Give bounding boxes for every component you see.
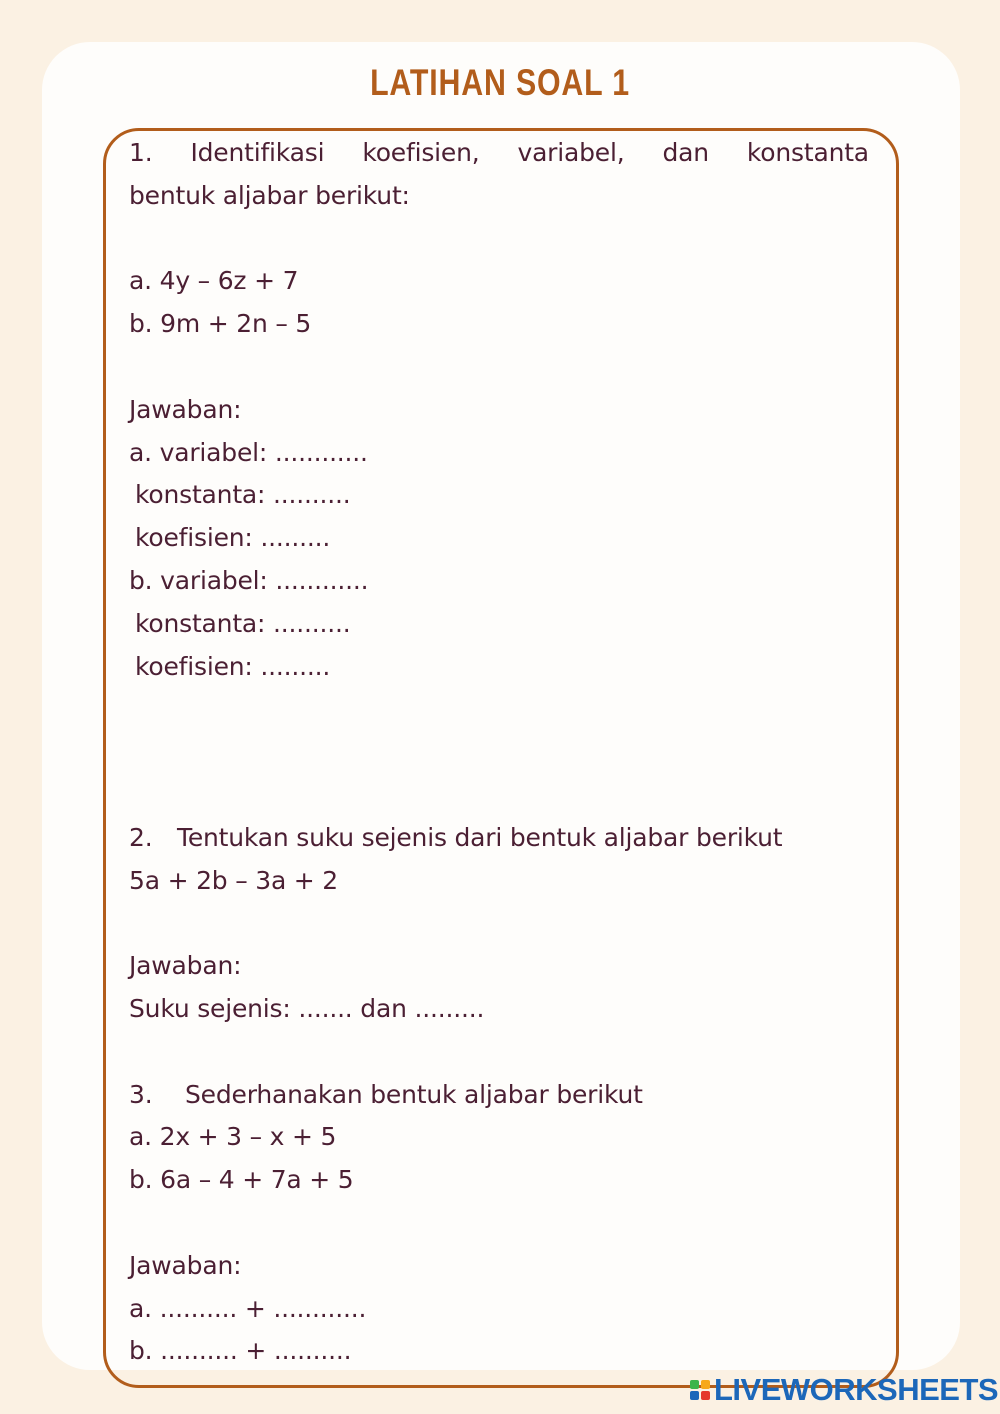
q1-a-variabel-blank[interactable]: a. variabel: ............ bbox=[129, 437, 368, 467]
q1-a-konstanta-blank[interactable]: konstanta: .......... bbox=[135, 480, 351, 510]
q1-word: 1. bbox=[129, 138, 153, 167]
q1-word: dan bbox=[662, 138, 709, 167]
q3-item-b: b. 6a – 4 + 7a + 5 bbox=[129, 1165, 354, 1195]
q1-word: koefisien, bbox=[362, 138, 480, 167]
q2-text: Tentukan suku sejenis dari bentuk aljabar berikut bbox=[177, 822, 783, 852]
q2-answer-blank[interactable]: Suku sejenis: ....... dan ......... bbox=[129, 993, 485, 1023]
q1-item-a: a. 4y – 6z + 7 bbox=[129, 266, 299, 296]
q1-word: konstanta bbox=[746, 138, 869, 167]
q3-question bbox=[129, 1074, 869, 1117]
q2-question bbox=[129, 817, 869, 860]
q1-answer-label: Jawaban: bbox=[129, 394, 242, 424]
q2-answer-label: Jawaban: bbox=[129, 951, 242, 981]
logo-square bbox=[690, 1391, 699, 1400]
q1-word: variabel, bbox=[517, 138, 625, 167]
q1-line-2: bentuk aljabar berikut: bbox=[129, 180, 410, 210]
q3-answer-a-blank[interactable]: a. .......... + ............ bbox=[129, 1293, 367, 1323]
liveworksheets-icon bbox=[690, 1380, 710, 1400]
q3-number: 3. bbox=[129, 1079, 153, 1109]
q1-a-koefisien-blank[interactable]: koefisien: ......... bbox=[135, 523, 331, 553]
logo-square bbox=[701, 1380, 710, 1389]
logo-square bbox=[701, 1391, 710, 1400]
q2-number: 2. bbox=[129, 822, 153, 852]
q1-b-konstanta-blank[interactable]: konstanta: .......... bbox=[135, 608, 351, 638]
q2-expression: 5a + 2b – 3a + 2 bbox=[129, 865, 339, 895]
q3-answer-label: Jawaban: bbox=[129, 1250, 242, 1280]
question-content bbox=[129, 132, 869, 1373]
logo-square bbox=[690, 1380, 699, 1389]
q1-b-variabel-blank[interactable]: b. variabel: ............ bbox=[129, 565, 369, 595]
liveworksheets-brand: LIVEWORKSHEETS bbox=[714, 1372, 999, 1407]
q3-answer-b-blank[interactable]: b. .......... + .......... bbox=[129, 1336, 352, 1366]
q1-line-1 bbox=[129, 132, 869, 175]
liveworksheets-logo[interactable] bbox=[690, 1372, 998, 1408]
q1-word: Identifikasi bbox=[190, 138, 325, 167]
q1-item-b: b. 9m + 2n – 5 bbox=[129, 309, 312, 339]
page-title: LATIHAN SOAL 1 bbox=[370, 62, 630, 103]
q1-b-koefisien-blank[interactable]: koefisien: ......... bbox=[135, 651, 331, 681]
q3-text: Sederhanakan bentuk aljabar berikut bbox=[185, 1079, 643, 1109]
q3-item-a: a. 2x + 3 – x + 5 bbox=[129, 1122, 337, 1152]
